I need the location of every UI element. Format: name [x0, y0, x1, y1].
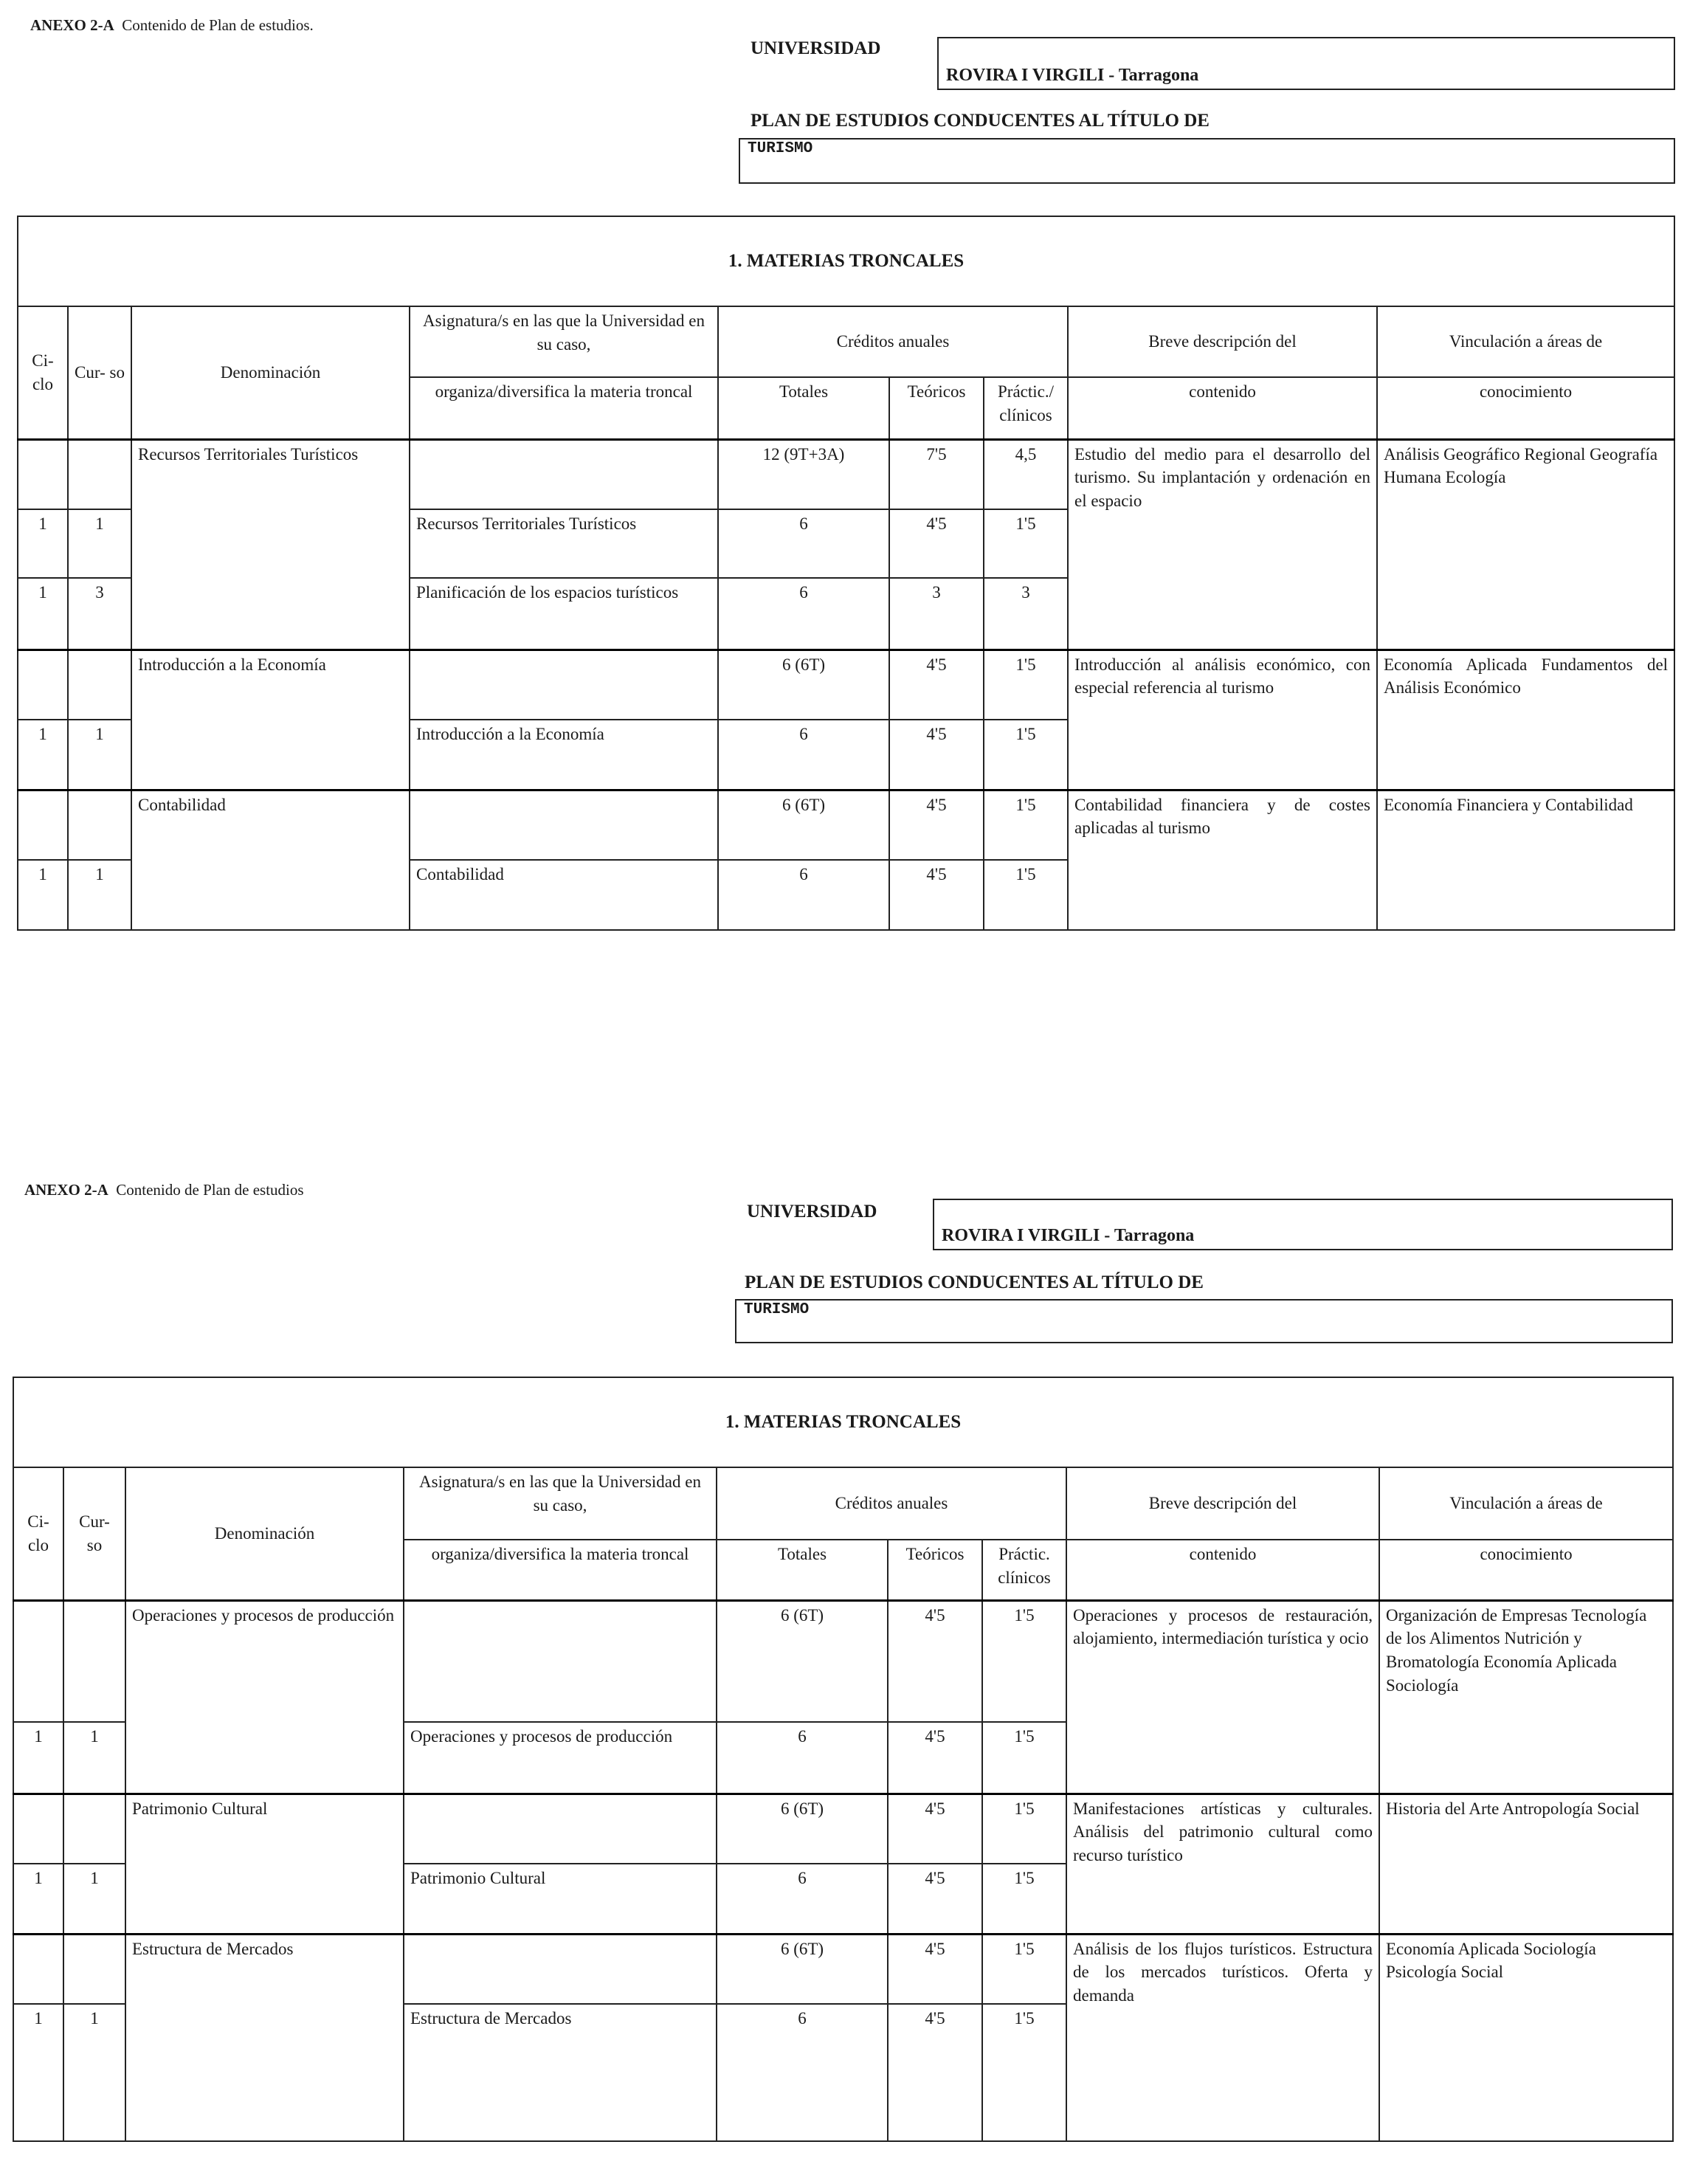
descripcion-cell: Introducción al análisis económico, con especial referencia al turismo — [1068, 650, 1377, 790]
asignatura-cell: Operaciones y procesos de producción — [404, 1722, 717, 1794]
teoricos-cell: 4'5 — [888, 1794, 982, 1864]
ciclo-cell: 1 — [13, 1864, 63, 1934]
section-title: 1. MATERIAS TRONCALES — [18, 216, 1674, 306]
curso-cell: 1 — [63, 2004, 125, 2141]
header-creditos: Créditos anuales — [717, 1467, 1066, 1540]
practicos-cell: 1'5 — [982, 1600, 1066, 1722]
teoricos-cell: 4'5 — [888, 2004, 982, 2141]
denominacion-cell: Contabilidad — [131, 790, 410, 930]
descripcion-cell: Manifestaciones artísticas y culturales. Análisis del patrimonio cultural como recurso turístico — [1066, 1794, 1379, 1934]
curso-cell: 1 — [68, 720, 131, 790]
teoricos-cell: 7'5 — [889, 439, 984, 509]
header-ciclo: Ci- clo — [18, 306, 68, 439]
vinculacion-cell: Organización de Empresas Tecnología de los Alimentos Nutrición y Bromatología Economía Aplicada Sociología — [1379, 1600, 1673, 1794]
header-practicos: Práctic. clínicos — [982, 1540, 1066, 1600]
document-page-1 — [0, 0, 1701, 1070]
denominacion-cell: Recursos Territoriales Turísticos — [131, 439, 410, 650]
plan-field — [735, 1299, 1673, 1343]
header-totales: Totales — [718, 377, 889, 439]
header-asignatura-top: Asignatura/s en las que la Universidad en su caso, — [410, 306, 718, 377]
totales-cell: 6 — [718, 720, 889, 790]
teoricos-cell: 4'5 — [888, 1934, 982, 2004]
asignatura-cell: Contabilidad — [410, 860, 718, 930]
asignatura-cell: Recursos Territoriales Turísticos — [410, 509, 718, 578]
universidad-label: UNIVERSIDAD — [751, 38, 881, 58]
header-descripcion-bottom: contenido — [1068, 377, 1377, 439]
teoricos-cell: 3 — [889, 578, 984, 650]
asignatura-cell: Planificación de los espacios turísticos — [410, 578, 718, 650]
header-ciclo: Ci- clo — [13, 1467, 63, 1600]
table-row — [13, 1600, 1673, 1722]
annex-title: Contenido de Plan de estudios — [116, 1181, 304, 1199]
ciclo-cell: 1 — [18, 720, 68, 790]
header-practicos: Práctic./ clínicos — [984, 377, 1068, 439]
universidad-value: ROVIRA I VIRGILI - Tarragona — [946, 66, 1199, 85]
annex-heading — [30, 16, 314, 35]
denominacion-cell: Introducción a la Economía — [131, 650, 410, 790]
header-vinculacion-top: Vinculación a áreas de — [1377, 306, 1674, 377]
table-row — [18, 650, 1674, 720]
totales-cell: 6 — [718, 509, 889, 578]
curso-cell: 1 — [68, 860, 131, 930]
practicos-cell: 1'5 — [984, 720, 1068, 790]
practicos-cell: 1'5 — [982, 1864, 1066, 1934]
practicos-cell: 1'5 — [982, 1722, 1066, 1794]
practicos-cell: 1'5 — [982, 1794, 1066, 1864]
universidad-value: ROVIRA I VIRGILI - Tarragona — [942, 1226, 1195, 1245]
header-denominacion: Denominación — [131, 306, 410, 439]
denominacion-cell: Estructura de Mercados — [125, 1934, 404, 2141]
practicos-cell: 4,5 — [984, 439, 1068, 509]
teoricos-cell: 4'5 — [888, 1722, 982, 1794]
descripcion-cell: Estudio del medio para el desarrollo del turismo. Su implantación y ordenación en el espacio — [1068, 439, 1377, 650]
header-teoricos: Teóricos — [888, 1540, 982, 1600]
ciclo-cell: 1 — [18, 578, 68, 650]
descripcion-cell: Operaciones y procesos de restauración, alojamiento, intermediación turística y ocio — [1066, 1600, 1379, 1794]
plan-label: PLAN DE ESTUDIOS CONDUCENTES AL TÍTULO DE — [745, 1272, 1204, 1292]
table-row — [13, 1794, 1673, 1864]
practicos-cell: 3 — [984, 578, 1068, 650]
totales-cell: 6 (6T) — [718, 650, 889, 720]
materias-troncales-table — [13, 1377, 1674, 2142]
totales-cell: 6 — [717, 2004, 888, 2141]
curso-cell: 3 — [68, 578, 131, 650]
universidad-field — [933, 1199, 1673, 1250]
vinculacion-cell: Economía Aplicada Fundamentos del Análisis Económico — [1377, 650, 1674, 790]
section-title: 1. MATERIAS TRONCALES — [13, 1377, 1673, 1467]
plan-value: TURISMO — [744, 1301, 810, 1318]
annex-title: Contenido de Plan de estudios. — [122, 16, 314, 34]
vinculacion-cell: Análisis Geográfico Regional Geografía Humana Ecología — [1377, 439, 1674, 650]
curso-cell: 1 — [63, 1722, 125, 1794]
curso-cell: 1 — [63, 1864, 125, 1934]
ciclo-cell: 1 — [18, 509, 68, 578]
teoricos-cell: 4'5 — [889, 720, 984, 790]
totales-cell: 6 — [717, 1864, 888, 1934]
header-curso: Cur- so — [63, 1467, 125, 1600]
header-vinculacion-top: Vinculación a áreas de — [1379, 1467, 1673, 1540]
header-denominacion: Denominación — [125, 1467, 404, 1600]
plan-field — [739, 138, 1675, 184]
vinculacion-cell: Historia del Arte Antropología Social — [1379, 1794, 1673, 1934]
asignatura-cell: Estructura de Mercados — [404, 2004, 717, 2141]
ciclo-cell: 1 — [18, 860, 68, 930]
descripcion-cell: Contabilidad financiera y de costes aplicadas al turismo — [1068, 790, 1377, 930]
annex-code: ANEXO 2-A — [30, 16, 114, 34]
universidad-label: UNIVERSIDAD — [747, 1202, 877, 1222]
practicos-cell: 1'5 — [984, 509, 1068, 578]
practicos-cell: 1'5 — [982, 2004, 1066, 2141]
header-teoricos: Teóricos — [889, 377, 984, 439]
annex-heading — [24, 1181, 304, 1199]
header-vinculacion-bottom: conocimiento — [1379, 1540, 1673, 1600]
teoricos-cell: 4'5 — [888, 1600, 982, 1722]
header-totales: Totales — [717, 1540, 888, 1600]
header-descripcion-bottom: contenido — [1066, 1540, 1379, 1600]
header-descripcion-top: Breve descripción del — [1068, 306, 1377, 377]
table-row — [13, 1934, 1673, 2004]
header-curso: Cur- so — [68, 306, 131, 439]
table-row — [18, 439, 1674, 509]
teoricos-cell: 4'5 — [888, 1864, 982, 1934]
vinculacion-cell: Economía Aplicada Sociología Psicología Social — [1379, 1934, 1673, 2141]
descripcion-cell: Análisis de los flujos turísticos. Estructura de los mercados turísticos. Oferta y demanda — [1066, 1934, 1379, 2141]
header-creditos: Créditos anuales — [718, 306, 1068, 377]
teoricos-cell: 4'5 — [889, 790, 984, 860]
totales-cell: 6 (6T) — [717, 1934, 888, 2004]
totales-cell: 6 (6T) — [717, 1794, 888, 1864]
practicos-cell: 1'5 — [984, 650, 1068, 720]
totales-cell: 6 — [718, 578, 889, 650]
totales-cell: 12 (9T+3A) — [718, 439, 889, 509]
denominacion-cell: Operaciones y procesos de producción — [125, 1600, 404, 1794]
plan-label: PLAN DE ESTUDIOS CONDUCENTES AL TÍTULO DE — [751, 111, 1210, 131]
totales-cell: 6 — [717, 1722, 888, 1794]
ciclo-cell: 1 — [13, 2004, 63, 2141]
document-page-2 — [0, 1151, 1701, 2184]
totales-cell: 6 (6T) — [718, 790, 889, 860]
teoricos-cell: 4'5 — [889, 650, 984, 720]
practicos-cell: 1'5 — [984, 790, 1068, 860]
header-vinculacion-bottom: conocimiento — [1377, 377, 1674, 439]
asignatura-cell: Introducción a la Economía — [410, 720, 718, 790]
curso-cell: 1 — [68, 509, 131, 578]
universidad-field — [937, 37, 1675, 90]
header-asignatura-top: Asignatura/s en las que la Universidad en su caso, — [404, 1467, 717, 1540]
totales-cell: 6 — [718, 860, 889, 930]
denominacion-cell: Patrimonio Cultural — [125, 1794, 404, 1934]
header-asignatura-bottom: organiza/diversifica la materia troncal — [404, 1540, 717, 1600]
teoricos-cell: 4'5 — [889, 860, 984, 930]
header-asignatura-bottom: organiza/diversifica la materia troncal — [410, 377, 718, 439]
ciclo-cell: 1 — [13, 1722, 63, 1794]
plan-value: TURISMO — [748, 140, 813, 157]
totales-cell: 6 (6T) — [717, 1600, 888, 1722]
header-descripcion-top: Breve descripción del — [1066, 1467, 1379, 1540]
practicos-cell: 1'5 — [984, 860, 1068, 930]
table-row — [18, 790, 1674, 860]
teoricos-cell: 4'5 — [889, 509, 984, 578]
asignatura-cell: Patrimonio Cultural — [404, 1864, 717, 1934]
vinculacion-cell: Economía Financiera y Contabilidad — [1377, 790, 1674, 930]
practicos-cell: 1'5 — [982, 1934, 1066, 2004]
materias-troncales-table — [17, 216, 1675, 931]
annex-code: ANEXO 2-A — [24, 1181, 108, 1199]
